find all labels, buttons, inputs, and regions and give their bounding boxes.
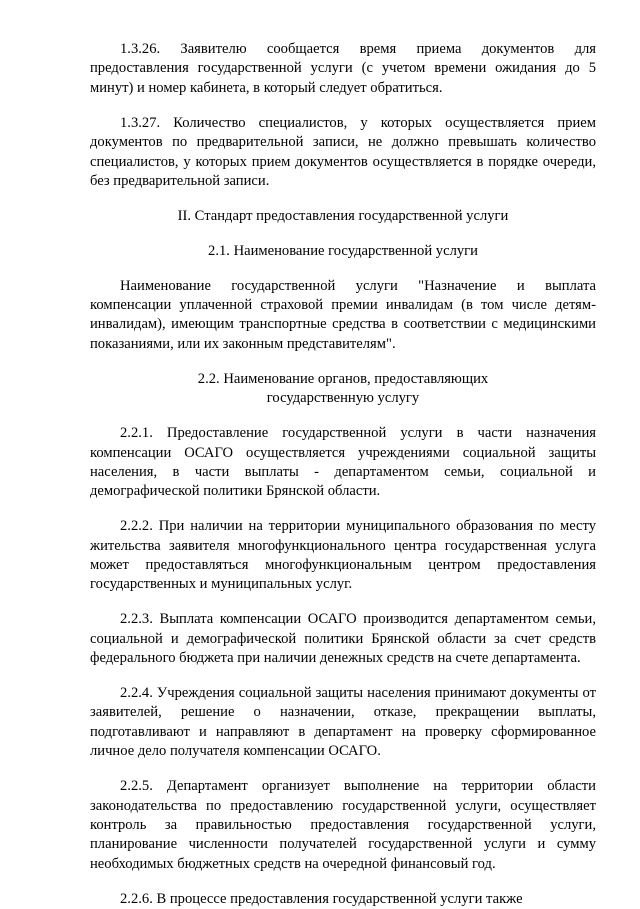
- heading-2-2-line-1: 2.2. Наименование органов, предоставляющих: [197, 370, 489, 387]
- paragraph-2-1: Наименование государственной услуги "Назначение и выплата компенсации уплаченной страховой премии инвалидам (в том числе детям-инвалидам), имеющим транспортные средства в соответствии с медицинскими показаниями, или их законным представителям".: [90, 277, 596, 352]
- paragraph-2-2-6: 2.2.6. В процессе предоставления государственной услуги также: [120, 890, 523, 907]
- paragraph-1-3-26: 1.3.26. Заявителю сообщается время приема документов для предоставления государственной услуги (с учетом времени ожидания до 5 минут) и номер кабинета, в который следует обратиться.: [90, 41, 596, 96]
- section-2-title: II. Стандарт предоставления государственной услуги: [177, 207, 509, 224]
- paragraph-2-2-1: 2.2.1. Предоставление государственной услуги в части назначения компенсации ОСАГО осуществляется учреждениями социальной защиты населения, в части выплаты - департаментом семьи, социальной и демографической политики Брянской области.: [90, 425, 596, 500]
- paragraph-2-2-2: 2.2.2. При наличии на территории муниципального образования по месту жительства заявителя многофункционального центра государственная услуга может предоставляться многофункциональным центром предоставления государственных и муниципальных услуг.: [90, 518, 596, 593]
- paragraph-2-2-5: 2.2.5. Департамент организует выполнение на территории области законодательства по предоставлению государственной услуги, осуществляет контроль за правильностью предоставления государственной услуги, планирование численности получателей государственной услуги и сумму необходимых бюджетных средств на очередной финансовый год.: [90, 778, 596, 872]
- paragraph-1-3-27: 1.3.27. Количество специалистов, у которых осуществляется прием документов по предварительной записи, не должно превышать количество специалистов, у которых прием документов осуществляется в порядке очереди, без предварительной записи.: [90, 114, 596, 189]
- heading-2-2: [90, 370, 596, 409]
- heading-2-2-line-2: государственную услугу: [266, 390, 420, 407]
- heading-2-1: 2.1. Наименование государственной услуги: [208, 242, 478, 259]
- paragraph-2-2-4: 2.2.4. Учреждения социальной защиты населения принимают документы от заявителей, решение о назначении, отказе, прекращении выплаты, подготавливают и направляют в департамент на проверку сформированное личное дело получателя компенсации ОСАГО.: [90, 685, 596, 760]
- document-page: [90, 40, 596, 909]
- paragraph-2-2-3: 2.2.3. Выплата компенсации ОСАГО производится департаментом семьи, социальной и демографической политики Брянской области за счет средств федерального бюджета при наличии денежных средств на счете департамента.: [90, 611, 596, 667]
